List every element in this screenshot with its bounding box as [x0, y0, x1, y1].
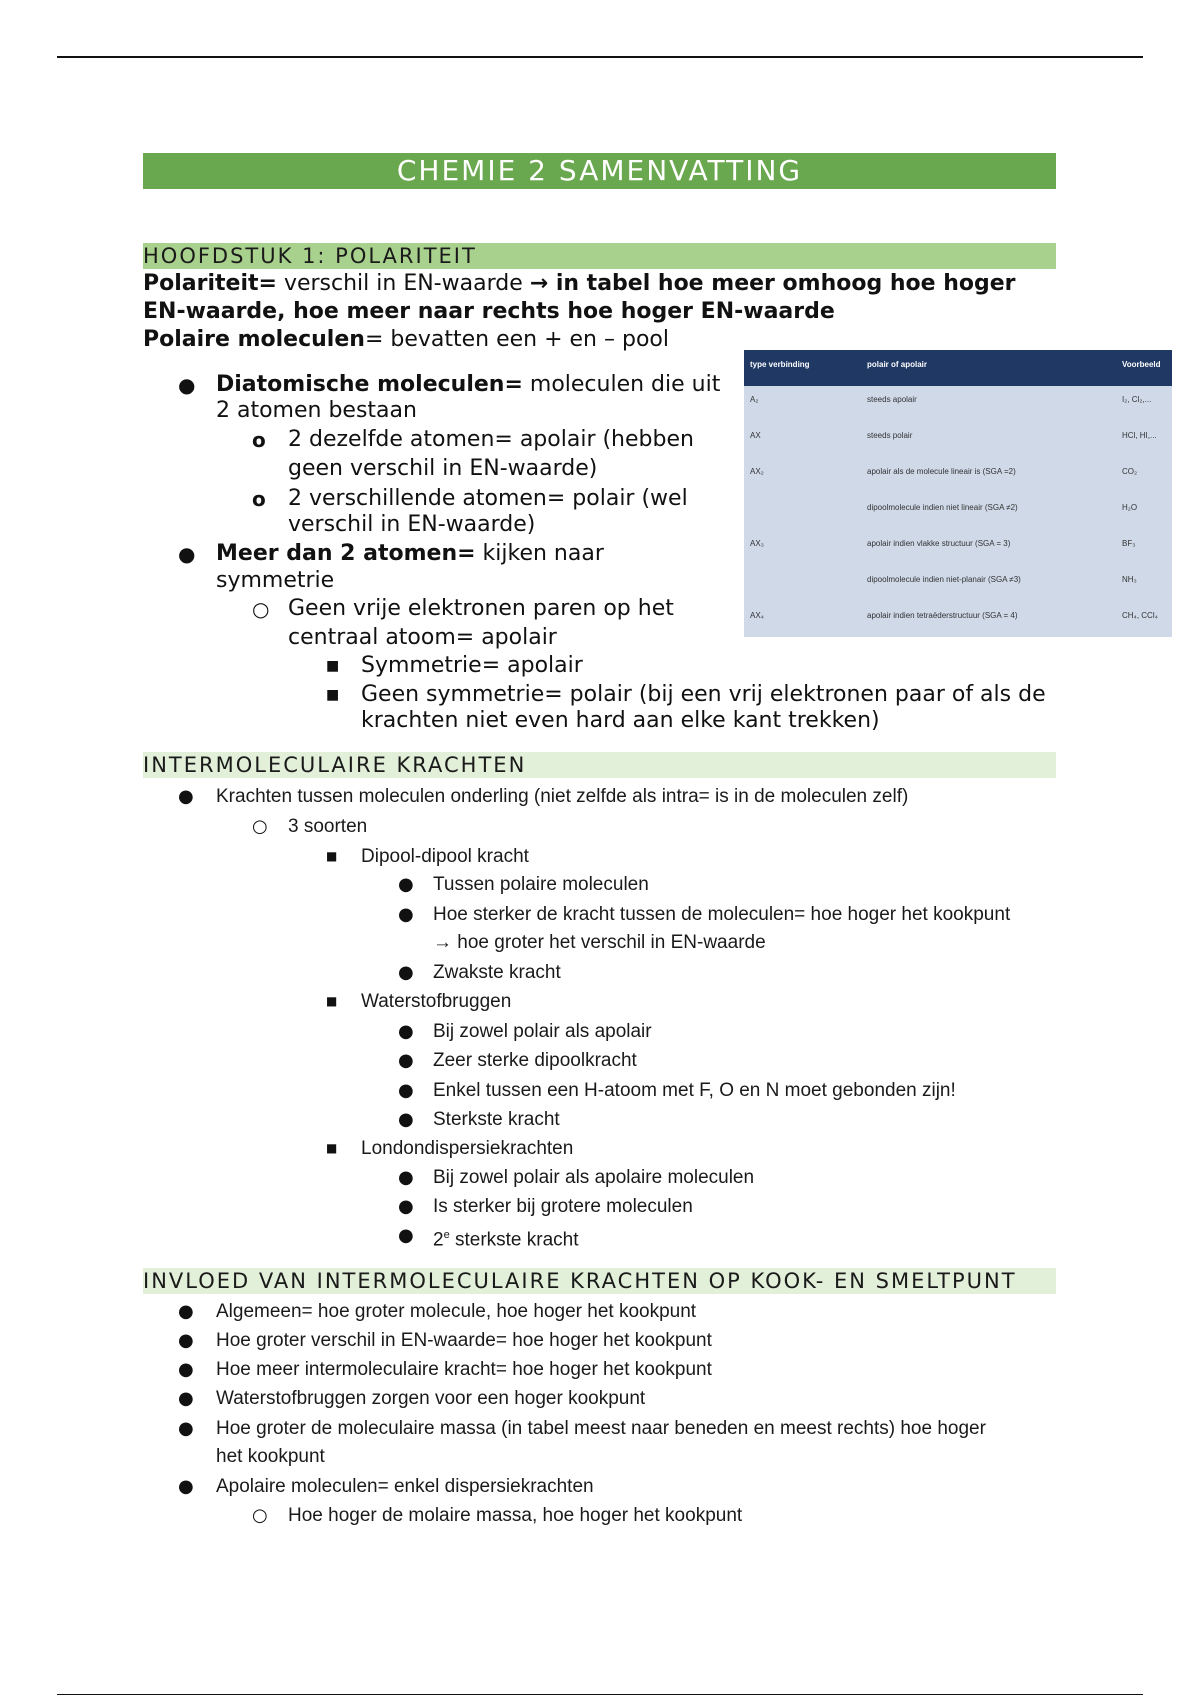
bullet-disc-icon: ●: [398, 1196, 414, 1217]
diatomische-term: Diatomische moleculen=: [216, 372, 523, 397]
table-cell: apolair indien vlakke structuur (SGA = 3): [867, 539, 1011, 548]
list-item: Hoe groter de moleculaire massa (in tabel meest naar beneden en meest rechts) hoe hoger: [216, 1418, 986, 1439]
meer-atomen-line2: symmetrie: [216, 568, 335, 593]
bullet-disc-icon: ●: [398, 1225, 414, 1246]
meer-atomen-term: Meer dan 2 atomen=: [216, 541, 476, 566]
list-item: Hoe groter verschil in EN-waarde= hoe hoger het kookpunt: [216, 1330, 712, 1351]
ordinal-suffix: e: [443, 1229, 450, 1241]
bullet-square-icon: ■: [326, 849, 338, 863]
bullet-disc-icon: ●: [398, 874, 414, 895]
bullet-disc-icon: ●: [398, 962, 414, 983]
bullet-disc-icon: ●: [398, 1021, 414, 1042]
bullet-circle-icon: o: [252, 487, 266, 511]
table-cell: AX: [750, 431, 761, 440]
heading-intermoleculaire-krachten: INTERMOLECULAIRE KRACHTEN: [143, 752, 1056, 778]
table-cell: AX₃: [750, 539, 764, 548]
table-cell: NH₃: [1122, 575, 1137, 584]
polaire-moleculen-definition: [143, 327, 669, 353]
polariteit-text: verschil in EN-waarde: [276, 271, 530, 296]
diatomische-sub2-line2: verschil in EN-waarde): [288, 512, 536, 537]
list-item: Is sterker bij grotere moleculen: [433, 1196, 693, 1217]
meer-atomen-line1: [216, 541, 604, 567]
list-item: Hoe hoger de molaire massa, hoe hoger het kookpunt: [288, 1505, 743, 1526]
bullet-square-icon: ■: [326, 1141, 338, 1155]
table-cell: CO₂: [1122, 467, 1138, 476]
bullet-disc-icon: ●: [178, 1388, 194, 1409]
list-item: [433, 1222, 579, 1253]
meer-atomen-text: kijken naar: [475, 541, 604, 566]
table-cell: steeds apolair: [867, 395, 917, 404]
bullet-disc-icon: ●: [178, 1476, 194, 1497]
table-cell: H₂O: [1122, 503, 1138, 512]
bottom-rule: [57, 1694, 1143, 1695]
bullet-disc-icon: ●: [178, 542, 196, 566]
list-item: Waterstofbruggen zorgen voor een hoger kookpunt: [216, 1388, 646, 1409]
polarity-table: [744, 350, 1172, 637]
table-cell: AX₂: [750, 467, 764, 476]
ordinal-text: sterkste kracht: [449, 1229, 579, 1251]
table-cell: dipoolmolecule indien niet-planair (SGA ≠3): [867, 575, 1021, 584]
diatomische-sub1-line2: geen verschil in EN-waarde): [288, 456, 598, 481]
list-item: Zwakste kracht: [433, 962, 561, 983]
table-header-cell: type verbinding: [750, 360, 810, 369]
bullet-circle-icon: ○: [252, 597, 270, 621]
list-item: 3 soorten: [288, 816, 368, 837]
bullet-disc-icon: ●: [398, 904, 414, 925]
list-item: Tussen polaire moleculen: [433, 874, 649, 895]
bullet-square-icon: ■: [326, 687, 340, 703]
bullet-disc-icon: ●: [398, 1167, 414, 1188]
bullet-disc-icon: ●: [178, 1301, 194, 1322]
table-cell: dipoolmolecule indien niet lineair (SGA ≠2): [867, 503, 1018, 512]
bullet-square-icon: ■: [326, 658, 340, 674]
table-cell: steeds polair: [867, 431, 913, 440]
table-cell: A₂: [750, 395, 759, 404]
document-title: CHEMIE 2 SAMENVATTING: [143, 153, 1056, 189]
geen-vrije-line2: centraal atoom= apolair: [288, 625, 557, 650]
list-item: Hoe sterker de kracht tussen de moleculen= hoe hoger het kookpunt: [433, 904, 1011, 925]
heading-invloed-kookpunt: INVLOED VAN INTERMOLECULAIRE KRACHTEN OP KOOK- EN SMELTPUNT: [143, 1268, 1056, 1294]
polaire-moleculen-text: = bevatten een + en – pool: [364, 327, 669, 352]
polariteit-bold-text: in tabel hoe meer omhoog hoe hoger: [548, 271, 1016, 296]
polariteit-definition-line2: EN-waarde, hoe meer naar rechts hoe hoger EN-waarde: [143, 299, 835, 324]
polariteit-definition-line1: [143, 271, 1016, 297]
polariteit-term: Polariteit=: [143, 271, 277, 296]
list-item: Waterstofbruggen: [361, 991, 512, 1012]
table-cell: AX₄: [750, 611, 764, 620]
table-header-cell: polair of apolair: [867, 360, 928, 369]
bullet-circle-icon: ○: [252, 1505, 268, 1526]
bullet-square-icon: ■: [326, 994, 338, 1008]
geen-symmetrie-line1: Geen symmetrie= polair (bij een vrij elektronen paar of als de: [361, 682, 1046, 707]
list-item: Apolaire moleculen= enkel dispersiekrachten: [216, 1476, 594, 1497]
list-item: Hoe meer intermoleculaire kracht= hoe hoger het kookpunt: [216, 1359, 712, 1380]
table-header-cell: Voorbeeld: [1122, 360, 1161, 369]
polaire-moleculen-term: Polaire moleculen: [143, 327, 365, 352]
table-cell: I₂, Cl₂,...: [1122, 395, 1152, 404]
diatomische-sub2-line1: 2 verschillende atomen= polair (wel: [288, 486, 688, 511]
table-cell: BF₃: [1122, 539, 1136, 548]
list-item: → hoe groter het verschil in EN-waarde: [433, 932, 766, 953]
geen-vrije-line1: Geen vrije elektronen paren op het: [288, 596, 674, 621]
arrow-icon: →: [529, 271, 549, 296]
list-item: Enkel tussen een H-atoom met F, O en N moet gebonden zijn!: [433, 1080, 956, 1101]
heading-polariteit: HOOFDSTUK 1: POLARITEIT: [143, 243, 1056, 269]
list-item: Algemeen= hoe groter molecule, hoe hoger het kookpunt: [216, 1301, 697, 1322]
geen-symmetrie-line2: krachten niet even hard aan elke kant trekken): [361, 708, 880, 733]
bullet-disc-icon: ●: [178, 1330, 194, 1351]
ordinal-number: 2: [433, 1229, 444, 1251]
table-cell: CH₄, CCl₄: [1122, 611, 1158, 620]
list-item: Bij zowel polair als apolaire moleculen: [433, 1167, 755, 1188]
diatomische-line1: [216, 372, 720, 398]
list-item: Londondispersiekrachten: [361, 1138, 574, 1159]
diatomische-sub1-line1: 2 dezelfde atomen= apolair (hebben: [288, 427, 694, 452]
bullet-disc-icon: ●: [398, 1050, 414, 1071]
list-item: het kookpunt: [216, 1446, 325, 1467]
bullet-disc-icon: ●: [178, 373, 196, 397]
diatomische-text: moleculen die uit: [522, 372, 721, 397]
bullet-disc-icon: ●: [178, 1418, 194, 1439]
table-cell: apolair indien tetraëderstructuur (SGA = 4): [867, 611, 1018, 620]
table-cell: HCl, HI,...: [1122, 431, 1157, 440]
list-item: Krachten tussen moleculen onderling (niet zelfde als intra= is in de moleculen zelf): [216, 786, 909, 807]
bullet-disc-icon: ●: [178, 786, 194, 807]
list-item: Bij zowel polair als apolair: [433, 1021, 652, 1042]
list-item: Sterkste kracht: [433, 1109, 560, 1130]
diatomische-line2: 2 atomen bestaan: [216, 398, 417, 423]
bullet-disc-icon: ●: [398, 1109, 414, 1130]
table-cell: apolair als de molecule lineair is (SGA =2): [867, 467, 1016, 476]
bullet-circle-icon: o: [252, 428, 266, 452]
bullet-circle-icon: ○: [252, 816, 268, 837]
list-item: Zeer sterke dipoolkracht: [433, 1050, 637, 1071]
symmetrie-apolair: Symmetrie= apolair: [361, 653, 583, 678]
top-rule: [57, 56, 1143, 58]
list-item: Dipool-dipool kracht: [361, 846, 529, 867]
bullet-disc-icon: ●: [178, 1359, 194, 1380]
bullet-disc-icon: ●: [398, 1080, 414, 1101]
